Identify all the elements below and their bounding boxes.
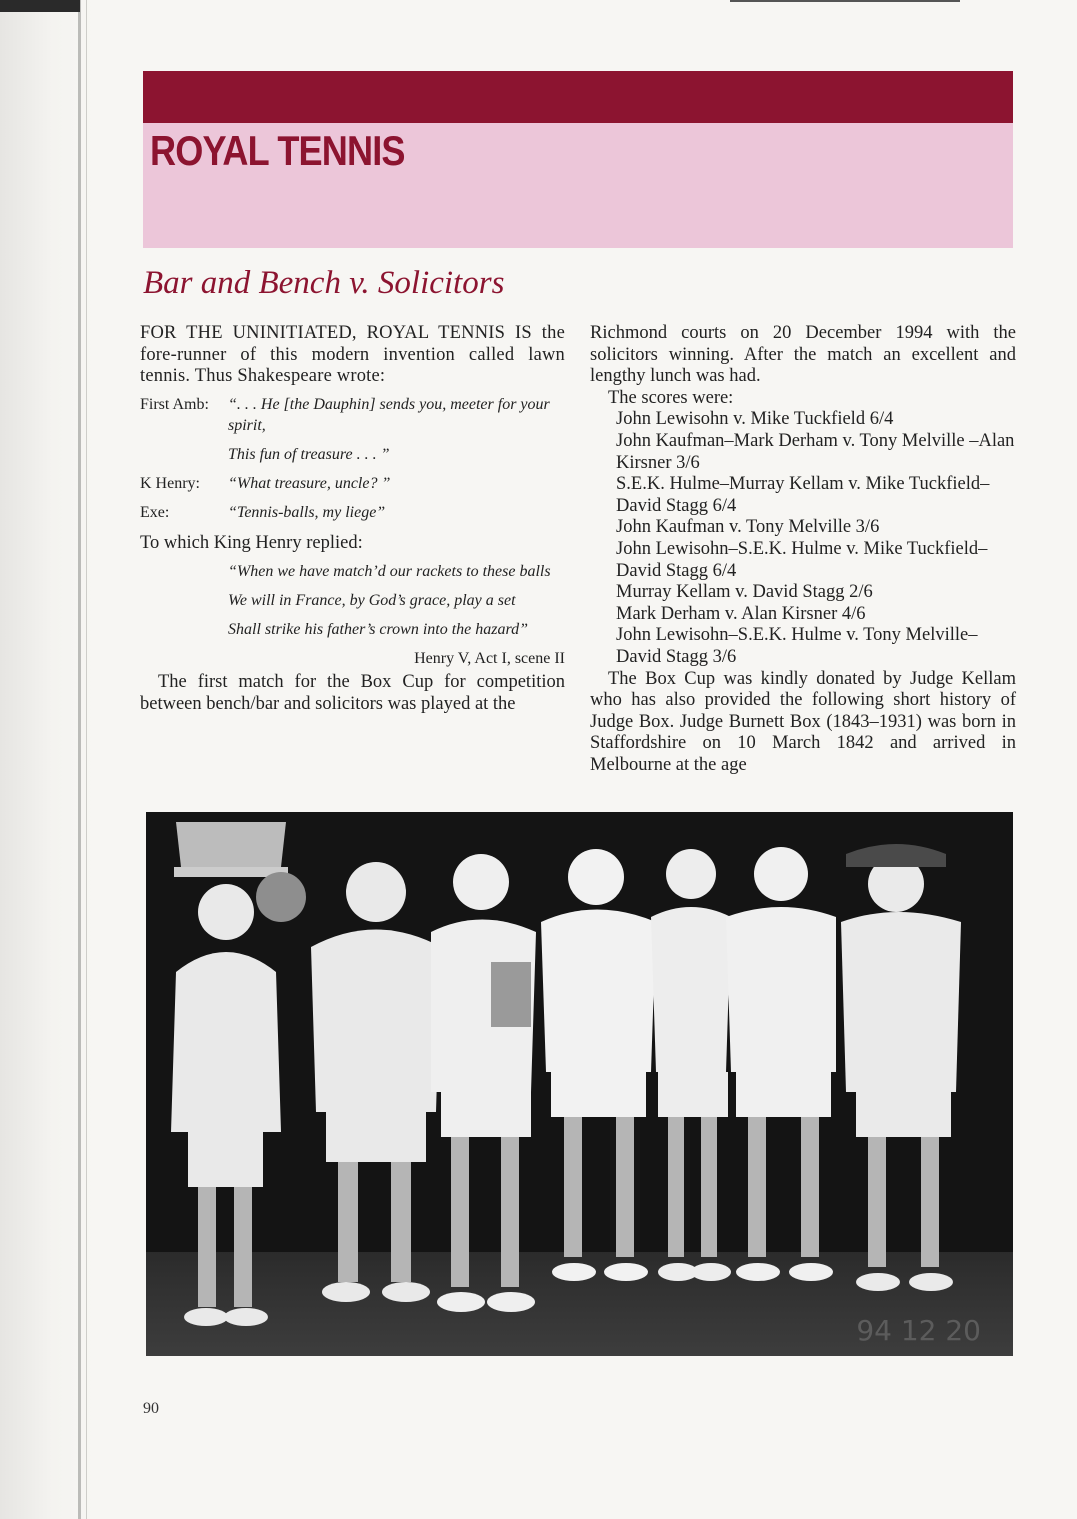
reply-intro: To which King Henry replied: (140, 532, 363, 553)
score-item: John Lewisohn v. Mike Tuckfield 6/4 (616, 409, 894, 430)
photo-date-stamp: 94 12 20 (856, 1314, 981, 1347)
box-history-paragraph: The Box Cup was kindly donated by Judge Kellam who has also provided the following short history of Judge Box. Judge Burnett Box (1843–1931) was born in Staffordshire on 10 March 1842 and arrived in Melbourne at the age (590, 668, 1016, 775)
verse-speaker: First Amb: (140, 395, 209, 413)
score-item: Mark Derham v. Alan Kirsner 4/6 (616, 603, 866, 624)
binding-line (78, 0, 81, 1519)
player-2 (256, 872, 306, 922)
verse-line: We will in France, by God’s grace, play a set (228, 592, 516, 610)
team-photo (146, 812, 1013, 1356)
score-item: John Lewisohn–S.E.K. Hulme v. Tony Melville–David Stagg 3/6 (616, 625, 978, 667)
team-photo-illustration (146, 812, 1013, 1356)
page-number: 90 (143, 1400, 159, 1417)
verse-citation: Henry V, Act I, scene II (414, 650, 565, 668)
left-column (140, 323, 565, 715)
top-rule (730, 0, 960, 2)
verse-line: “Tennis-balls, my liege” (228, 503, 386, 521)
box-cup-paragraph: The first match for the Box Cup for competition between bench/bar and solicitors was played at the (140, 671, 565, 714)
trophy-crown-icon (174, 822, 288, 877)
section-title: ROYAL TENNIS (150, 127, 405, 174)
score-item: Murray Kellam v. David Stagg 2/6 (616, 582, 873, 603)
verse-line: “What treasure, uncle? ” (228, 474, 391, 492)
verse-speaker: Exe: (140, 503, 170, 521)
verse-line: This fun of treasure . . . ” (228, 445, 390, 463)
section-banner-dark (143, 71, 1013, 123)
verse-line: “When we have match’d our rackets to these balls (228, 563, 551, 581)
article-title: Bar and Bench v. Solicitors (143, 265, 505, 301)
verse-line: “. . . He [the Dauphin] sends you, meeter for your spirit, (228, 395, 550, 434)
right-column (590, 323, 1016, 776)
score-item: S.E.K. Hulme–Murray Kellam v. Mike Tuckfield–David Stagg 6/4 (616, 474, 990, 516)
match-paragraph: Richmond courts on 20 December 1994 with the solicitors winning. After the match an excellent and lengthy lunch was had. (590, 323, 1016, 387)
score-item: John Kaufman–Mark Derham v. Tony Melville –Alan Kirsner 3/6 (616, 430, 1015, 473)
verse-exchange (140, 394, 565, 531)
score-item: John Lewisohn–S.E.K. Hulme v. Mike Tuckfield–David Stagg 6/4 (616, 538, 988, 581)
king-henry-verse (228, 561, 565, 640)
scores-intro: The scores were: (608, 387, 734, 408)
score-item: John Kaufman v. Tony Melville 3/6 (616, 517, 880, 538)
verse-speaker: K Henry: (140, 474, 200, 492)
verse-line: Shall strike his father’s crown into the hazard” (228, 621, 529, 639)
scores-list (590, 409, 1016, 668)
binding-line-secondary (86, 0, 87, 1519)
intro-paragraph: FOR THE UNINITIATED, ROYAL TENNIS IS the fore-runner of this modern invention called lawn tennis. Thus Shakespeare wrote: (140, 323, 565, 387)
trophy-icon (491, 962, 531, 1027)
corner-mark (0, 0, 80, 12)
